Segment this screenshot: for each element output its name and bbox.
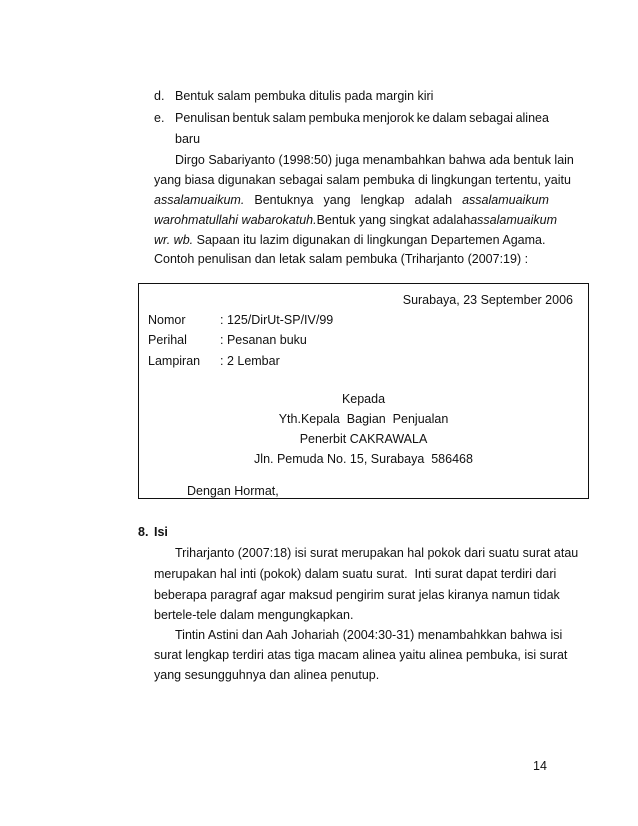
para1-line-2: yang biasa digunakan sebagai salam pembuka di lingkungan tertentu, yaitu bbox=[154, 173, 571, 187]
letter-example-box bbox=[138, 283, 589, 499]
letter-field-value-perihal: : Pesanan buku bbox=[220, 333, 307, 347]
letter-field-label-lampiran: Lampiran bbox=[148, 354, 201, 368]
letter-field-label-perihal: Perihal bbox=[148, 333, 187, 347]
section-title: Isi bbox=[154, 525, 168, 539]
section8-para2-line-2: surat lengkap terdiri atas tiga macam alinea yaitu alinea pembuka, isi surat bbox=[154, 648, 568, 662]
section8-para1-line-1: Triharjanto (2007:18) isi surat merupakan hal pokok dari suatu surat atau bbox=[175, 546, 579, 560]
letter-field-label-nomor: Nomor bbox=[148, 313, 186, 327]
para1-line-3: assalamuaikum. Bentuknya yang lengkap adalah assalamuaikum bbox=[154, 193, 549, 207]
list-item-e-line-2: baru bbox=[175, 132, 201, 146]
page-number: 14 bbox=[533, 759, 547, 773]
para1-line-6: Contoh penulisan dan letak salam pembuka (Triharjanto (2007:19) : bbox=[154, 252, 529, 266]
para1-line-4: warohmatullahi wabarokatuh. Bentuk yang singkat adalah assalamuaikum bbox=[154, 213, 558, 227]
section8-para1-line-3: beberapa paragraf agar maksud pengirim surat jelas kiranya namun tidak bbox=[154, 588, 560, 602]
letter-field-value-lampiran: : 2 Lembar bbox=[220, 354, 280, 368]
letter-address-line-2: Yth.Kepala Bagian Penjualan bbox=[278, 412, 449, 426]
list-item-d: Bentuk salam pembuka ditulis pada margin kiri bbox=[175, 89, 434, 103]
letter-address-line-1: Kepada bbox=[341, 392, 386, 406]
section8-para1-line-4: bertele-tele dalam mengungkapkan. bbox=[154, 608, 354, 622]
section8-para1-line-2: merupakan hal inti (pokok) dalam suatu surat. Inti surat dapat terdiri dari bbox=[154, 567, 557, 581]
section8-para2-line-3: yang sesungguhnya dan alinea penutup. bbox=[154, 668, 380, 682]
letter-field-value-nomor: : 125/DirUt-SP/IV/99 bbox=[220, 313, 334, 327]
para1-line-5: wr. wb. Sapaan itu lazim digunakan di lingkungan Departemen Agama. bbox=[154, 233, 546, 247]
letter-date: Surabaya, 23 September 2006 bbox=[402, 293, 573, 307]
section-number: 8. bbox=[138, 525, 149, 539]
list-item-e-line-1: Penulisan bentuk salam pembuka menjorok ke dalam sebagai alinea bbox=[175, 111, 549, 125]
letter-greeting: Dengan Hormat, bbox=[187, 484, 279, 498]
letter-address-line-4: Jln. Pemuda No. 15, Surabaya 586468 bbox=[254, 452, 473, 466]
letter-address-line-3: Penerbit CAKRAWALA bbox=[299, 432, 428, 446]
para1-line-1: Dirgo Sabariyanto (1998:50) juga menambahkan bahwa ada bentuk lain bbox=[175, 153, 574, 167]
list-marker-e: e. bbox=[154, 111, 165, 125]
section8-para2-line-1: Tintin Astini dan Aah Johariah (2004:30-31) menambahkkan bahwa isi bbox=[175, 628, 563, 642]
list-marker-d: d. bbox=[154, 89, 165, 103]
